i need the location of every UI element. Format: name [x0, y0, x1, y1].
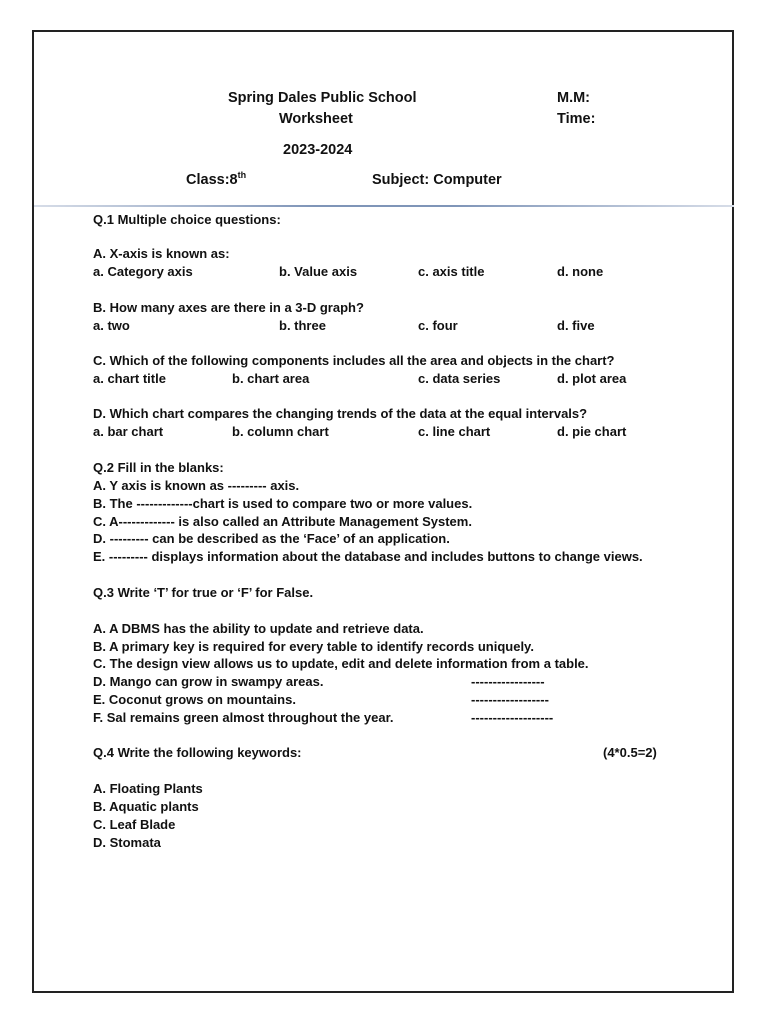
q3-line: C. The design view allows us to update, edit and delete information from a table.: [93, 656, 589, 671]
q3-line: E. Coconut grows on mountains.: [93, 692, 296, 707]
q1-item-c-option: b. chart area: [232, 371, 310, 386]
q1-item-d-option: a. bar chart: [93, 424, 164, 439]
q1-item-b-question: B. How many axes are there in a 3-D graph?: [93, 300, 364, 315]
q1-item-c-question: C. Which of the following components includes all the area and objects in the chart?: [93, 353, 615, 368]
q3-line: F. Sal remains green almost throughout the year.: [93, 710, 394, 725]
q2-line: B. The -------------chart is used to compare two or more values.: [93, 496, 473, 511]
class-superscript: th: [237, 170, 247, 181]
q1-item-a-option: d. none: [557, 264, 604, 279]
q4-line: B. Aquatic plants: [93, 799, 199, 814]
max-marks-label: M.M:: [557, 90, 591, 106]
q3-line: D. Mango can grow in swampy areas.: [93, 674, 324, 689]
q1-item-c-option: c. data series: [418, 371, 501, 386]
q1-item-b-option: c. four: [418, 318, 458, 333]
q2-title: Q.2 Fill in the blanks:: [93, 460, 224, 475]
q1-item-d-question: D. Which chart compares the changing trends of the data at the equal intervals?: [93, 406, 588, 421]
q4-line: A. Floating Plants: [93, 781, 203, 796]
q3-title: Q.3 Write ‘T’ for true or ‘F’ for False.: [93, 585, 314, 600]
q1-item-d-option: b. column chart: [232, 424, 329, 439]
q1-item-c-option: d. plot area: [557, 371, 627, 386]
q1-item-c-option: a. chart title: [93, 371, 166, 386]
q1-item-a-question: A. X-axis is known as:: [93, 246, 230, 261]
q2-line: A. Y axis is known as --------- axis.: [93, 478, 300, 493]
q2-line: C. A------------- is also called an Attribute Management System.: [93, 514, 472, 529]
q1-item-b-option: a. two: [93, 318, 130, 333]
school-name: Spring Dales Public School: [228, 90, 417, 106]
q2-line: D. --------- can be described as the ‘Face’ of an application.: [93, 531, 450, 546]
subject-label: Subject: Computer: [372, 172, 502, 188]
q4-line: D. Stomata: [93, 835, 161, 850]
q3-line: A. A DBMS has the ability to update and retrieve data.: [93, 621, 424, 636]
worksheet-title: Worksheet: [279, 111, 353, 127]
q3-answer-blank: -------------------: [471, 710, 554, 725]
q1-item-d-option: c. line chart: [418, 424, 491, 439]
q4-line: C. Leaf Blade: [93, 817, 176, 832]
class-label: [186, 172, 246, 188]
q1-item-a-option: a. Category axis: [93, 264, 193, 279]
q4-marks: (4*0.5=2): [603, 745, 657, 760]
session-year: 2023-2024: [283, 142, 353, 158]
q2-line: E. --------- displays information about the database and includes buttons to change views.: [93, 549, 643, 564]
q1-title: Q.1 Multiple choice questions:: [93, 212, 281, 227]
q1-item-d-option: d. pie chart: [557, 424, 627, 439]
q4-title: Q.4 Write the following keywords:: [93, 745, 302, 760]
time-label: Time:: [557, 111, 596, 127]
q3-answer-blank: ------------------: [471, 692, 549, 707]
header-divider: [34, 205, 734, 207]
q1-item-b-option: d. five: [557, 318, 595, 333]
q3-line: B. A primary key is required for every table to identify records uniquely.: [93, 639, 534, 654]
q1-item-a-option: b. Value axis: [279, 264, 358, 279]
q1-item-a-option: c. axis title: [418, 264, 485, 279]
q3-answer-blank: -----------------: [471, 674, 545, 689]
class-text: Class:8: [186, 172, 238, 188]
q1-item-b-option: b. three: [279, 318, 326, 333]
